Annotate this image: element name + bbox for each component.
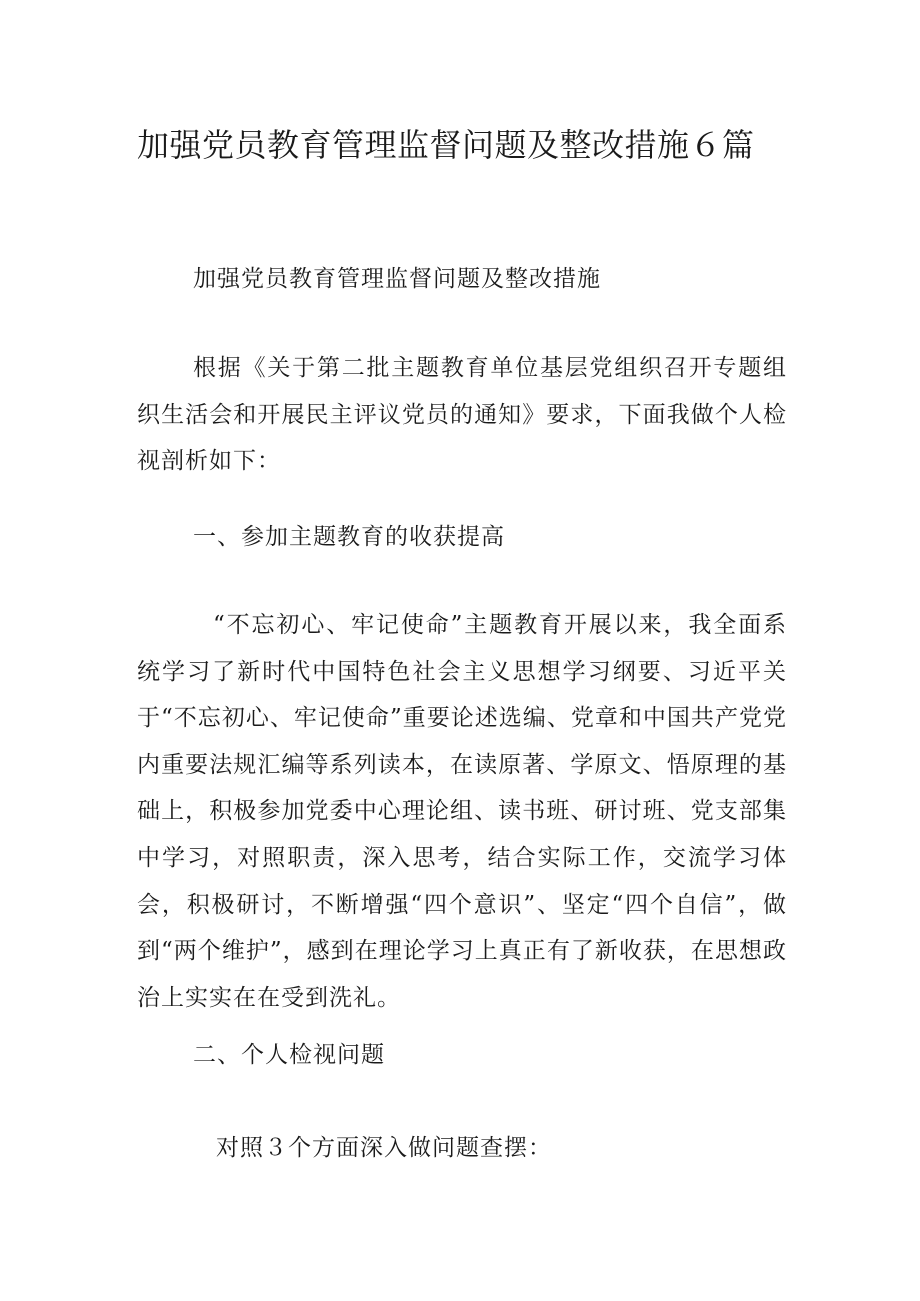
section-1-paragraph: “不忘初心、牢记使命”主题教育开展以来，我全面系统学习了新时代中国特色社会主义思想学习纲要、习近平关于“不忘初心、牢记使命”重要论述选编、党章和中国共产党党内重要法规汇编等系列读本，在读原著、学原文、悟原理的基础上，积极参加党委中心理论组、读书班、研讨班、党支部集中学习，对照职责，深入思考，结合实际工作，交流学习体会，积极研讨，不断增强“四个意识”、坚定“四个自信”，做到“两个维护”，感到在理论学习上真正有了新收获，在思想政治上实实在在受到洗礼。 [137, 612, 787, 1011]
section-2-lead: 对照３个方面深入做问题查摆： [216, 1135, 552, 1161]
document-subtitle: 加强党员教育管理监督问题及整改措施 [193, 266, 601, 292]
section-1-heading: 一、参加主题教育的收获提高 [193, 524, 505, 550]
section-2-heading: 二、个人检视问题 [193, 1042, 385, 1068]
document-title: 加强党员教育管理监督问题及整改措施６篇 [137, 126, 755, 164]
intro-paragraph: 根据《关于第二批主题教育单位基层党组织召开专题组织生活会和开展民主评议党员的通知》要求，下面我做个人检视剖析如下： [137, 355, 787, 475]
